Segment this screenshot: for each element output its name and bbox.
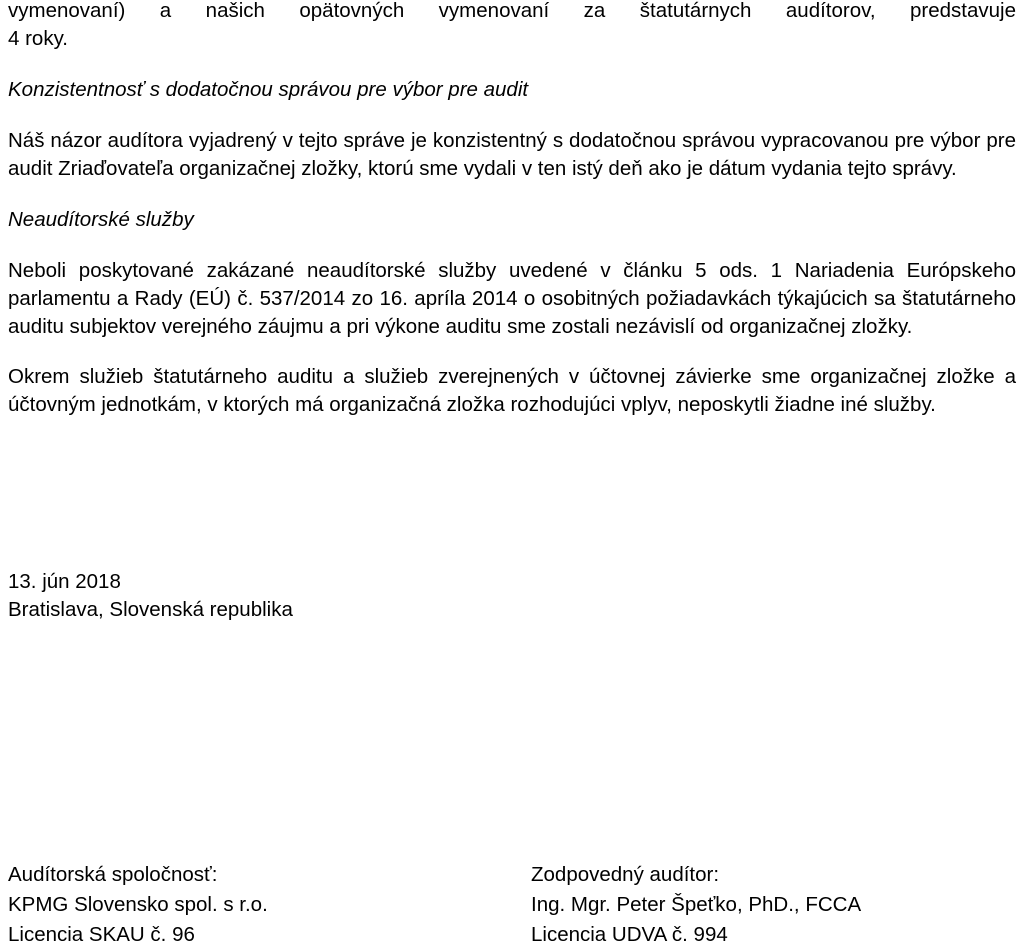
- report-date: 13. jún 2018: [8, 570, 121, 593]
- non-audit-heading: Neaudítorské služby: [8, 208, 194, 231]
- intro-paragraph: [8, 0, 1016, 53]
- intro-line-1: vymenovaní) a našich opätovných vymenovaní za štatutárnych audítorov, predstavuje: [8, 0, 1016, 22]
- audit-firm-license: Licencia SKAU č. 96: [8, 923, 195, 946]
- report-place: Bratislava, Slovenská republika: [8, 598, 293, 621]
- date-place-block: [8, 568, 293, 624]
- intro-line-2: 4 roky.: [8, 27, 68, 50]
- consistency-paragraph: Náš názor audítora vyjadrený v tejto správe je konzistentný s dodatočnou správou vypracovanou pre výbor pre audit Zriaďovateľa organizačnej zložky, ktorú sme vydali v ten istý deň ako je dátum vydania tejto správy.: [8, 129, 1016, 180]
- non-audit-paragraph-1: Neboli poskytované zakázané neaudítorské služby uvedené v článku 5 ods. 1 Nariadenia Európskeho parlamentu a Rady (EÚ) č. 537/2014 zo 16. apríla 2014 o osobitných požiadavkách týkajúcich sa štatutárneho auditu subjektov verejného záujmu a pri výkone auditu sme zostali nezávislí od organizačnej zložky.: [8, 259, 1016, 338]
- auditor-name: Ing. Mgr. Peter Špeťko, PhD., FCCA: [531, 893, 862, 916]
- audit-firm-name: KPMG Slovensko spol. s r.o.: [8, 893, 268, 916]
- auditor-license: Licencia UDVA č. 994: [531, 923, 728, 946]
- consistency-heading: Konzistentnosť s dodatočnou správou pre výbor pre audit: [8, 78, 529, 101]
- audit-firm-block: [8, 860, 268, 950]
- non-audit-paragraph-2: Okrem služieb štatutárneho auditu a služieb zverejnených v účtovnej závierke sme organizačnej zložke a účtovným jednotkám, v ktorých má organizačná zložka rozhodujúci vplyv, neposkytli žiadne iné služby.: [8, 365, 1016, 416]
- document-page: [8, 0, 1016, 419]
- audit-firm-label: Audítorská spoločnosť:: [8, 863, 218, 886]
- auditor-label: Zodpovedný audítor:: [531, 863, 720, 886]
- auditor-block: [531, 860, 861, 950]
